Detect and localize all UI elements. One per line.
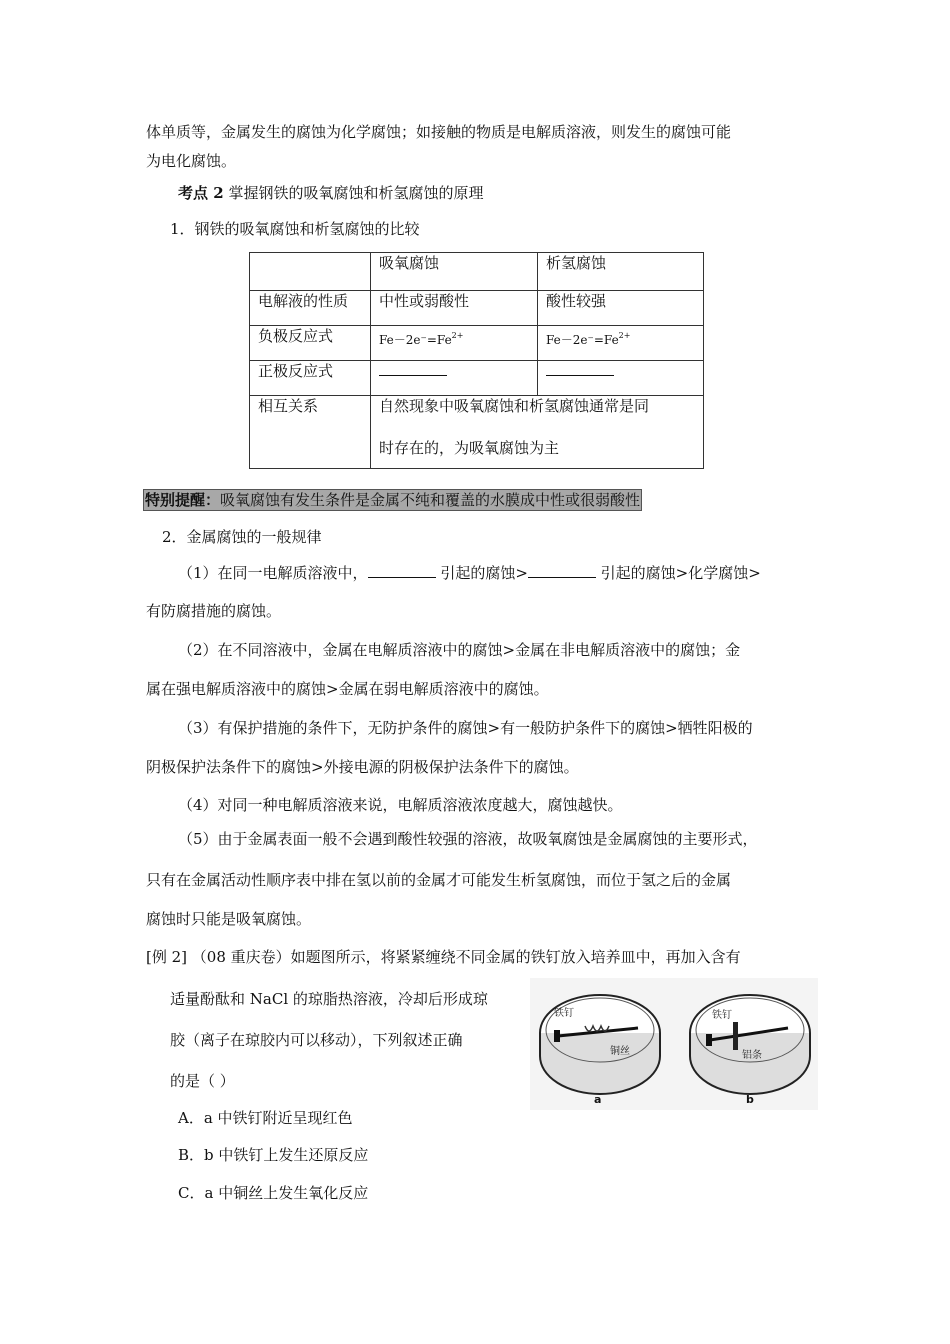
example-line-2: 适量酚酞和 NaCl 的琼脂热溶液，冷却后形成琼 <box>170 990 488 1008</box>
rule4-line: （4）对同一种电解质溶液来说，电解质溶液浓度越大，腐蚀越快。 <box>178 796 623 814</box>
table-cell: 负极反应式 <box>250 326 371 361</box>
formula-superscript: 2+ <box>618 331 631 340</box>
rule1-line-2: 有防腐措施的腐蚀。 <box>146 602 282 620</box>
rule5-line-3: 腐蚀时只能是吸氧腐蚀。 <box>146 910 312 928</box>
table-cell: 电解液的性质 <box>250 291 371 326</box>
point2-text: 掌握钢铁的吸氧腐蚀和析氢腐蚀的原理 <box>223 184 484 202</box>
rule1-text-c: 引起的腐蚀>化学腐蚀> <box>595 564 761 582</box>
example-line-4: 的是（ ） <box>170 1072 235 1090</box>
formula-superscript: 2+ <box>451 331 464 340</box>
answer-blank[interactable] <box>368 563 436 578</box>
rule3-line-1: （3）有保护措施的条件下，无防护条件的腐蚀>有一般防护条件下的腐蚀>牺牲阳极的 <box>178 719 753 737</box>
table-row <box>250 291 704 326</box>
intro-line-1: 体单质等，金属发生的腐蚀为化学腐蚀；如接触的物质是电解质溶液，则发生的腐蚀可能 <box>146 123 732 141</box>
reminder-text: 吸氧腐蚀有发生条件是金属不纯和覆盖的水膜成中性或很弱酸性 <box>220 491 641 509</box>
intro-line-2: 为电化腐蚀。 <box>146 152 237 170</box>
rule5-line-1: （5）由于金属表面一般不会遇到酸性较强的溶液，故吸氧腐蚀是金属腐蚀的主要形式， <box>178 830 758 848</box>
option-c[interactable]: C．a 中铜丝上发生氧化反应 <box>178 1184 369 1202</box>
label-nail-a: 铁钉 <box>554 1008 574 1019</box>
rule2-line-1: （2）在不同溶液中，金属在电解质溶液中的腐蚀>金属在非电解质溶液中的腐蚀；金 <box>178 641 741 659</box>
table-cell: 相互关系 <box>250 396 371 469</box>
table-cell: 析氢腐蚀 <box>538 253 704 291</box>
reminder-label: 特别提醒： <box>145 491 221 509</box>
rule1-text-a: （1）在同一电解质溶液中， <box>178 564 368 582</box>
table-cell: 吸氧腐蚀 <box>371 253 538 291</box>
petri-dish-figure <box>530 978 818 1110</box>
table-cell: 酸性较强 <box>538 291 704 326</box>
formula-text: Fe－2e⁻=Fe <box>546 333 619 347</box>
relation-line-2: 时存在的，为吸氧腐蚀为主 <box>379 439 560 457</box>
section1-title: 1．钢铁的吸氧腐蚀和析氢腐蚀的比较 <box>170 220 420 238</box>
table-cell <box>371 361 538 396</box>
table-cell <box>371 326 538 361</box>
point2-heading <box>178 183 483 203</box>
table-cell <box>538 326 704 361</box>
relation-line-1: 自然现象中吸氧腐蚀和析氢腐蚀通常是同 <box>379 397 650 415</box>
special-reminder <box>143 489 642 511</box>
answer-blank[interactable] <box>546 361 614 376</box>
option-a[interactable]: A．a 中铁钉附近呈现红色 <box>178 1109 353 1127</box>
section2-title: 2．金属腐蚀的一般规律 <box>162 528 322 546</box>
table-row <box>250 361 704 396</box>
comparison-table <box>249 252 704 469</box>
table-cell <box>250 253 371 291</box>
label-b: b <box>746 1093 754 1106</box>
answer-blank[interactable] <box>528 563 596 578</box>
rule2-line-2: 属在强电解质溶液中的腐蚀>金属在弱电解质溶液中的腐蚀。 <box>146 680 549 698</box>
table-cell <box>538 361 704 396</box>
rule1-text-b: 引起的腐蚀> <box>435 564 528 582</box>
label-wire-a: 铜丝 <box>610 1046 630 1057</box>
table-row <box>250 326 704 361</box>
rule5-line-2: 只有在金属活动性顺序表中排在氢以前的金属才可能发生析氢腐蚀，而位于氢之后的金属 <box>146 871 732 889</box>
formula-text: Fe－2e⁻=Fe <box>379 333 452 347</box>
rule3-line-2: 阴极保护法条件下的腐蚀>外接电源的阴极保护法条件下的腐蚀。 <box>146 758 579 776</box>
table-row <box>250 396 704 469</box>
rule1-line <box>178 563 761 583</box>
table-row <box>250 253 704 291</box>
option-b[interactable]: B．b 中铁钉上发生还原反应 <box>178 1146 369 1164</box>
table-cell: 中性或弱酸性 <box>371 291 538 326</box>
answer-blank[interactable] <box>379 361 447 376</box>
example-line-3: 胶（离子在琼胶内可以移动），下列叙述正确 <box>170 1031 463 1049</box>
label-a: a <box>594 1093 602 1106</box>
label-strip-b: 铝条 <box>742 1050 762 1061</box>
table-cell <box>371 396 704 469</box>
point2-label: 考点 2 <box>178 184 224 202</box>
table-cell: 正极反应式 <box>250 361 371 396</box>
label-nail-b: 铁钉 <box>712 1010 732 1021</box>
aluminum-strip-b <box>733 1022 738 1050</box>
example-line-1: [例 2] （08 重庆卷）如题图所示，将紧紧缠绕不同金属的铁钉放入培养皿中，再加入含有 <box>146 948 741 966</box>
